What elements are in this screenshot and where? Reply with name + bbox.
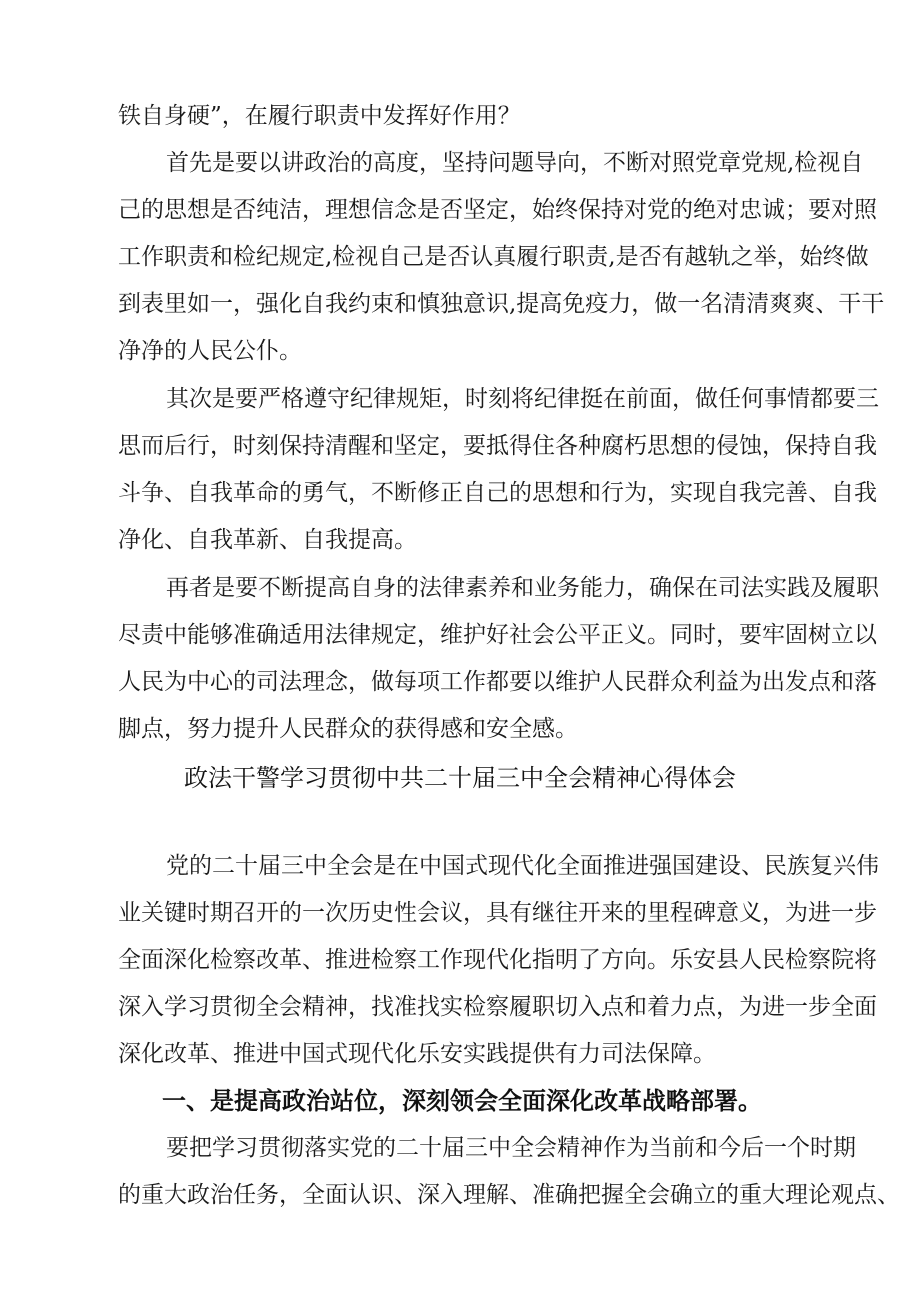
paragraph-line: 深化改革、推进中国式现代化乐安实践提供有力司法保障。 [118,1041,716,1067]
paragraph-line: 人民为中心的司法理念，做每项工作都要以维护人民群众利益为出发点和落 [118,669,877,695]
paragraph-line: 尽责中能够准确适用法律规定，维护好社会公平正义。同时，要牢固树立以 [118,622,877,648]
paragraph-line: 净净的人民公仆。 [118,338,302,364]
paragraph-line: 己的思想是否纯洁，理想信念是否坚定，始终保持对党的绝对忠诚；要对照 [118,197,877,223]
paragraph-line: 再者是要不断提高自身的法律素养和业务能力，确保在司法实践及履职 [166,575,879,601]
paragraph-line: 党的二十届三中全会是在中国式现代化全面推进强国建设、民族复兴伟 [166,853,879,879]
continuation-line: 铁自身硬”，在履行职责中发挥好作用？ [118,103,521,129]
paragraph-line: 净化、自我革新、自我提高。 [118,527,417,553]
article-title: 政法干警学习贯彻中共二十届三中全会精神心得体会 [184,764,736,792]
paragraph-line: 到表里如一，强化自我约束和慎独意识,提高免疫力，做一名清清爽爽、干干 [118,291,885,317]
paragraph-line: 首先是要以讲政治的高度，坚持问题导向，不断对照党章党规,检视自 [166,150,864,176]
paragraph-line: 工作职责和检纪规定,检视自己是否认真履行职责,是否有越轨之举，始终做 [118,244,869,270]
section-heading: 一、是提高政治站位，深刻领会全面深化改革战略部署。 [162,1087,762,1115]
paragraph-line: 深入学习贯彻全会精神，找准找实检察履职切入点和着力点，为进一步全面 [118,994,877,1020]
paragraph-line: 脚点，努力提升人民群众的获得感和安全感。 [118,716,578,742]
paragraph-line: 要把学习贯彻落实党的二十届三中全会精神作为当前和今后一个时期 [166,1135,856,1161]
paragraph-line: 斗争、自我革命的勇气，不断修正自己的思想和行为，实现自我完善、自我 [118,480,877,506]
paragraph-line: 其次是要严格遵守纪律规矩，时刻将纪律挺在前面，做任何事情都要三 [166,386,879,412]
paragraph-line: 的重大政治任务，全面认识、深入理解、准确把握全会确立的重大理论观点、 [118,1182,900,1208]
paragraph-line: 全面深化检察改革、推进检察工作现代化指明了方向。乐安县人民检察院将 [118,947,877,973]
paragraph-line: 业关键时期召开的一次历史性会议，具有继往开来的里程碑意义，为进一步 [118,900,877,926]
paragraph-line: 思而后行，时刻保持清醒和坚定，要抵得住各种腐朽思想的侵蚀，保持自我 [118,433,877,459]
